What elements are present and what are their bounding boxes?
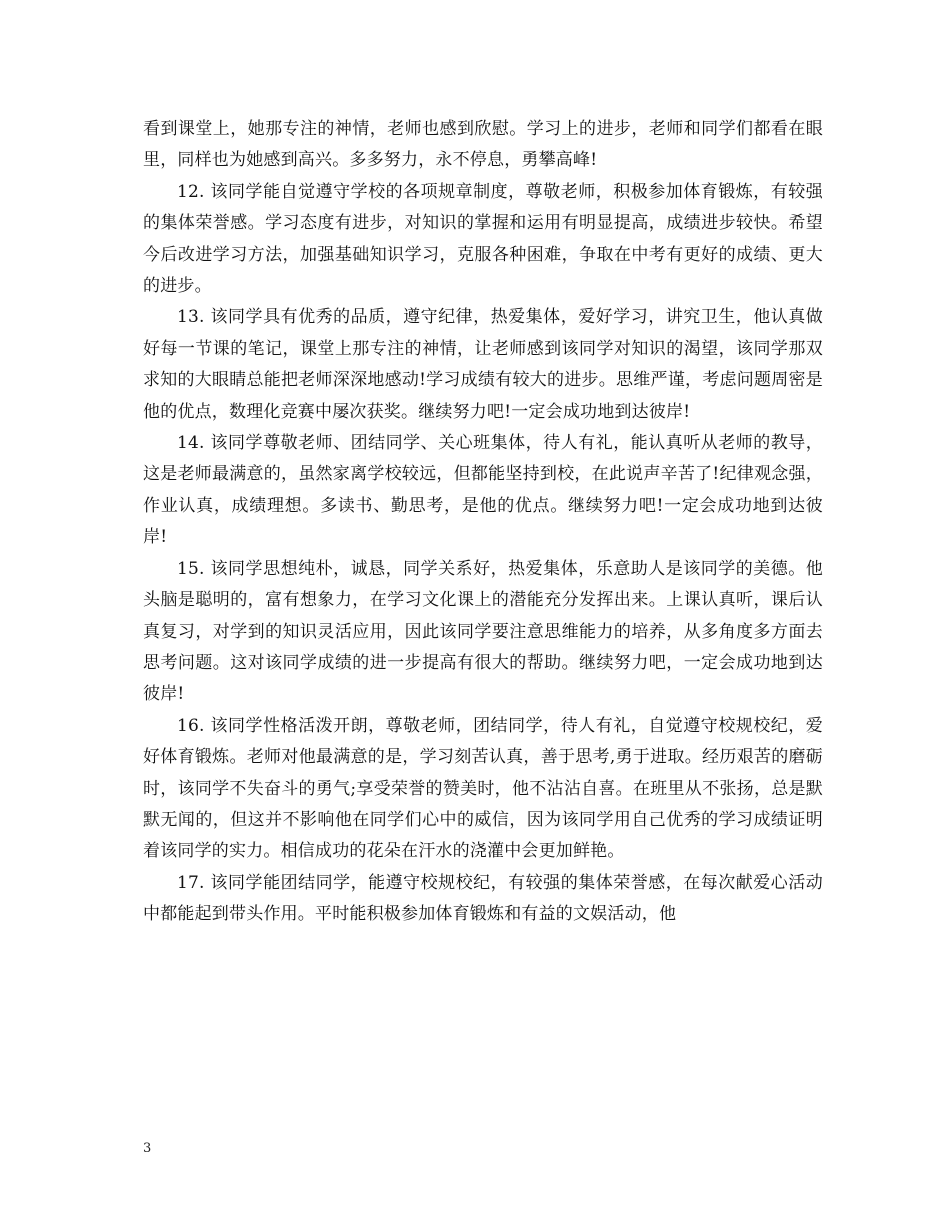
document-body bbox=[143, 114, 823, 931]
paragraph-item-16: 16. 该同学性格活泼开朗，尊敬老师，团结同学，待人有礼，自觉遵守校规校纪，爱好体育锻炼。老师对他最满意的是，学习刻苦认真，善于思考,勇于进取。经历艰苦的磨砺时，该同学不失奋斗的勇气;享受荣誉的赞美时，他不沾沾自喜。在班里从不张扬，总是默默无闻的，但这并不影响他在同学们心中的威信，因为该同学用自己优秀的学习成绩证明着该同学的实力。相信成功的花朵在汗水的浇灌中会更加鲜艳。 bbox=[143, 715, 823, 862]
paragraph-continuation: 看到课堂上，她那专注的神情，老师也感到欣慰。学习上的进步，老师和同学们都看在眼里，同样也为她感到高兴。多多努力，永不停息，勇攀高峰! bbox=[143, 119, 823, 171]
paragraph-item-12: 12. 该同学能自觉遵守学校的各项规章制度，尊敬老师，积极参加体育锻炼，有较强的集体荣誉感。学习态度有进步，对知识的掌握和运用有明显提高，成绩进步较快。希望今后改进学习方法，加强基础知识学习，克服各种困难，争取在中考有更好的成绩、更大的进步。 bbox=[143, 181, 823, 297]
paragraph-item-13: 13. 该同学具有优秀的品质，遵守纪律，热爱集体，爱好学习，讲究卫生，他认真做好每一节课的笔记，课堂上那专注的神情，让老师感到该同学对知识的渴望，该同学那双求知的大眼睛总能把老师深深地感动!学习成绩有较大的进步。思维严谨，考虑问题周密是他的优点，数理化竞赛中屡次获奖。继续努力吧!一定会成功地到达彼岸! bbox=[143, 307, 823, 422]
paragraph-item-15: 15. 该同学思想纯朴，诚恳，同学关系好，热爱集体，乐意助人是该同学的美德。他头脑是聪明的，富有想象力，在学习文化课上的潜能充分发挥出来。上课认真听，课后认真复习，对学到的知识灵活应用，因此该同学要注意思维能力的培养，从多角度多方面去思考问题。这对该同学成绩的进一步提高有很大的帮助。继续努力吧，一定会成功地到达彼岸! bbox=[143, 558, 823, 705]
paragraph-item-17: 17. 该同学能团结同学，能遵守校规校纪，有较强的集体荣誉感，在每次献爱心活动中都能起到带头作用。平时能积极参加体育锻炼和有益的文娱活动，他 bbox=[143, 872, 823, 925]
page-number: 3 bbox=[143, 1141, 152, 1156]
paragraph-item-14: 14. 该同学尊敬老师、团结同学、关心班集体，待人有礼，能认真听从老师的教导，这是老师最满意的，虽然家离学校较远，但都能坚持到校，在此说声辛苦了!纪律观念强，作业认真，成绩理想。多读书、勤思考，是他的优点。继续努力吧!一定会成功地到达彼岸! bbox=[143, 433, 823, 548]
